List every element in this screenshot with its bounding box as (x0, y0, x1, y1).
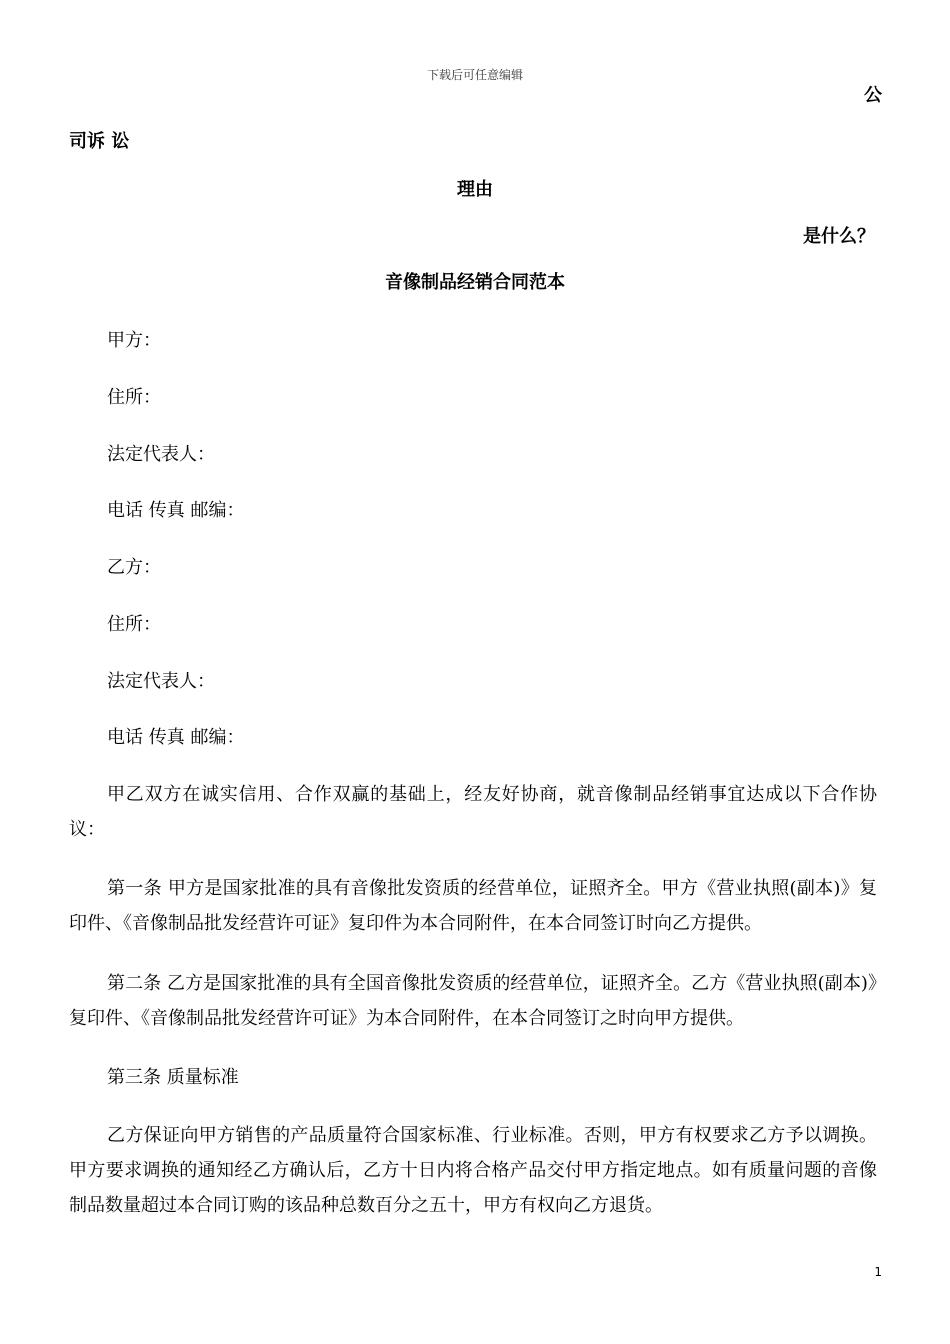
party-a-address: 住所： (107, 387, 161, 408)
party-a-representative: 法定代表人： (107, 444, 215, 465)
paragraph-article-3-body: 乙方保证向甲方销售的产品质量符合国家标准、行业标准。否则，甲方有权要求乙方予以调换。甲方要求调换的通知经乙方确认后，乙方十日内将合格产品交付甲方指定地点。如有质量问题的音像制品数量超过本合同订购的该品种总数百分之五十，甲方有权向乙方退货。 (69, 1125, 877, 1216)
page-number: 1 (874, 1265, 882, 1279)
party-b-representative: 法定代表人： (107, 671, 215, 692)
heading-liyou: 理由 (457, 179, 493, 200)
party-a-contact: 电话 传真 邮编： (107, 500, 245, 521)
party-a-name: 甲方： (107, 330, 161, 351)
page-header: 下载后可任意编辑 (426, 68, 523, 82)
paragraph-article-2: 第二条 乙方是国家批准的具有全国音像批发资质的经营单位，证照齐全。乙方《营业执照(副本)》复印件、《音像制品批发经营许可证》为本合同附件，在本合同签订之时向甲方提供。 (69, 973, 877, 1029)
heading-gong: 公 (864, 85, 882, 106)
paragraph-intro: 甲乙双方在诚实信用、合作双赢的基础上，经友好协商，就音像制品经销事宜达成以下合作协议： (69, 784, 877, 840)
paragraph-article-1: 第一条 甲方是国家批准的具有音像批发资质的经营单位，证照齐全。甲方《营业执照(副本)》复印件、《音像制品批发经营许可证》复印件为本合同附件，在本合同签订时向乙方提供。 (69, 878, 877, 934)
heading-sisong: 司诉 讼 (69, 131, 130, 152)
party-b-name: 乙方： (107, 557, 161, 578)
paragraph-article-3-heading: 第三条 质量标准 (107, 1067, 239, 1088)
heading-shi: 是什么？ (803, 226, 875, 247)
document-title: 音像制品经销合同范本 (385, 272, 565, 293)
party-b-contact: 电话 传真 邮编： (107, 727, 245, 748)
party-b-address: 住所： (107, 614, 161, 635)
